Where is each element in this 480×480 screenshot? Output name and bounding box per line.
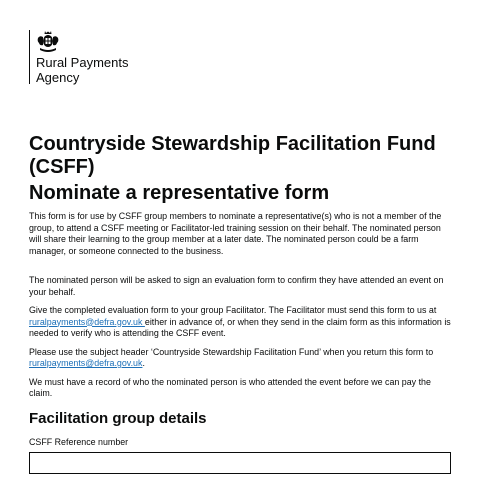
intro-paragraph-2: The nominated person will be asked to sign an evaluation form to confirm they have attended an event on your behalf.: [29, 275, 444, 297]
rpa-logo: [29, 30, 129, 85]
logo-line-2: Agency: [36, 70, 80, 85]
intro-paragraph-5: We must have a record of who the nominated person is who attended the event before we can pay the claim.: [29, 376, 431, 398]
csff-reference-label: CSFF Reference number: [29, 436, 129, 447]
p4-text-before: Please use the subject header ‘Countryside Stewardship Facilitation Fund’ when you return this form to: [29, 346, 434, 357]
p3-text-before: Give the completed evaluation form to your group Facilitator. The Facilitator must send this form to us at: [29, 305, 437, 315]
intro-paragraph-1: This form is for use by CSFF group members to nominate a representative(s) who is not a member of the group, to attend a CSFF meeting or Facilitator-led training session on their behalf. The nominated person will share their learning to the group member at a later date. The nominated person could be a farm manager, or someone connected to the business.: [29, 211, 442, 256]
page-title: Countryside Stewardship Facilitation Fund (CSFF): [29, 133, 436, 178]
logo-text: [36, 55, 128, 85]
royal-crest-icon: [36, 30, 60, 54]
logo-line-1: Rural Payments: [36, 55, 129, 70]
p3-text-after: either in advance of, or when they send in the claim form as this information is needed to verify who is attending the CSFF event.: [29, 316, 451, 338]
email-link-1[interactable]: ruralpayments@defra.gov.uk: [29, 316, 145, 327]
csff-reference-input[interactable]: [29, 452, 451, 474]
intro-paragraph-4: [29, 347, 451, 370]
email-link-2[interactable]: ruralpayments@defra.gov.uk: [29, 358, 143, 368]
section-heading: Facilitation group details: [29, 409, 207, 427]
intro-paragraph-3: [29, 305, 451, 340]
page-subtitle: Nominate a representative form: [29, 182, 330, 204]
form-content: [29, 133, 451, 474]
p4-text-after: .: [142, 358, 145, 368]
